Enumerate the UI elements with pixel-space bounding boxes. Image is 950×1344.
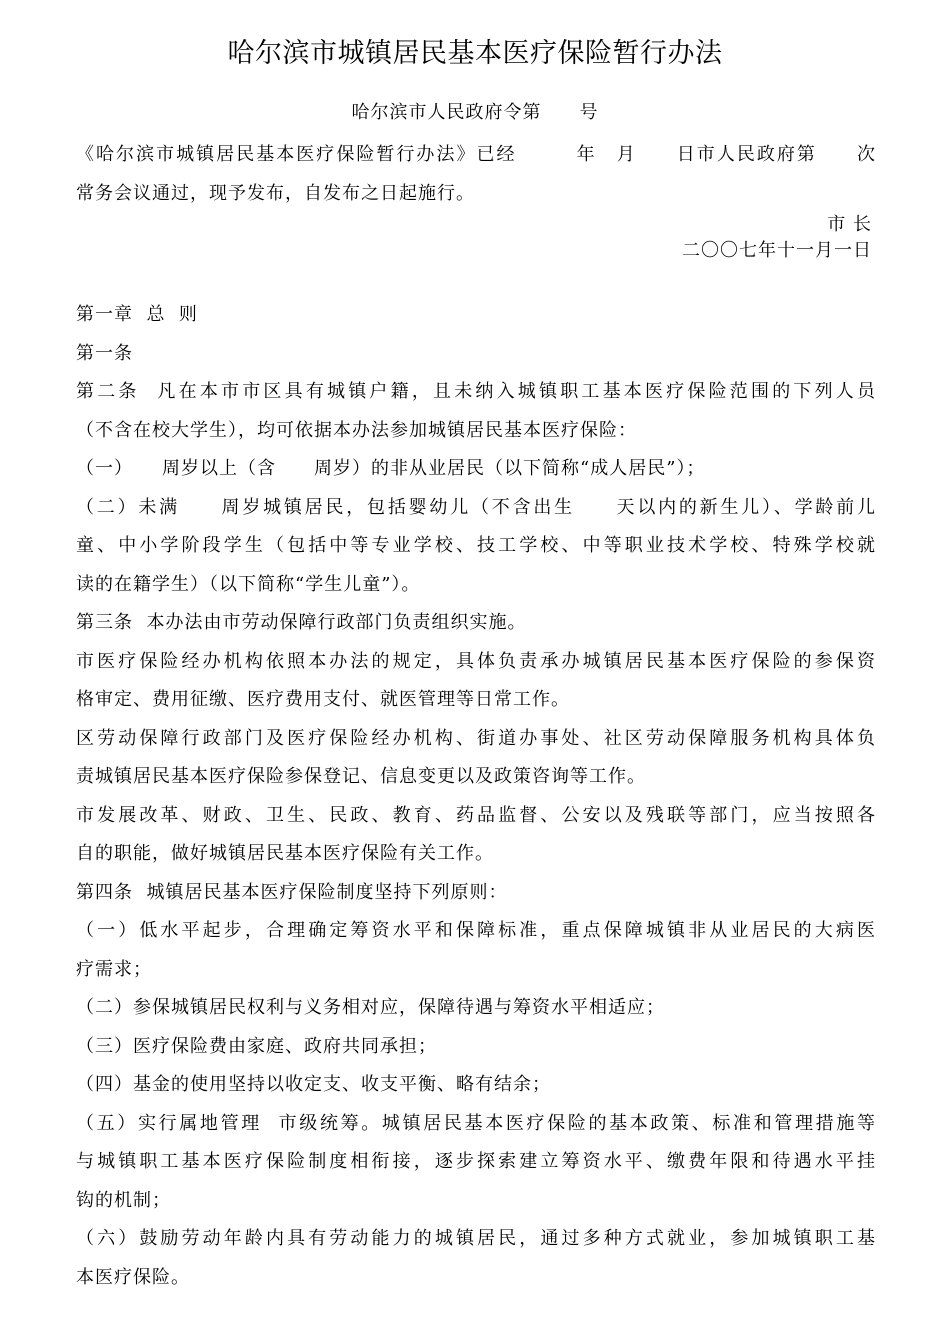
preamble-line: 《哈尔滨市城镇居民基本医疗保险暂行办法》已经 年 月 日市人民政府第 次 [76, 144, 876, 165]
signature-date: 二〇〇七年十一月一日 [682, 240, 872, 261]
signature-block [472, 212, 872, 264]
chapter-heading: 第一章 总 则 [76, 304, 198, 325]
body-line: 读的在籍学生）（以下简称“学生儿童”）。 [76, 573, 421, 595]
body-line: 与城镇职工基本医疗保险制度相衔接，逐步探索建立筹资水平、缴费年限和待遇水平挂 [76, 1151, 876, 1172]
body-line: 格审定、费用征缴、医疗费用支付、就医管理等日常工作。 [76, 689, 570, 710]
decree-number: 哈尔滨市人民政府令第 号 [351, 102, 599, 123]
preamble-line: 常务会议通过，现予发布，自发布之日起施行。 [76, 183, 475, 204]
body-line: 责城镇居民基本医疗保险参保登记、信息变更以及政策咨询等工作。 [76, 766, 646, 787]
body-line: 疗需求； [76, 958, 152, 980]
body-line: 区劳动保障行政部门及医疗保险经办机构、街道办事处、社区劳动保障服务机构具体负 [76, 727, 876, 749]
body-line: （三）医疗保险费由家庭、政府共同承担； [76, 1035, 437, 1057]
body-line: （二）未满 周岁城镇居民，包括婴幼儿（不含出生 天以内的新生儿）、学龄前儿 [76, 496, 876, 518]
body-line: 市发展改革、财政、卫生、民政、教育、药品监督、公安以及残联等部门，应当按照各 [76, 804, 876, 826]
body-line: （六）鼓励劳动年龄内具有劳动能力的城镇居民，通过多种方式就业，参加城镇职工基 [76, 1228, 876, 1249]
body-line: 第二条 凡在本市市区具有城镇户籍，且未纳入城镇职工基本医疗保险范围的下列人员 [76, 381, 876, 402]
body-line: 第四条 城镇居民基本医疗保险制度坚持下列原则： [76, 881, 508, 903]
body-line: （五）实行属地管理 市级统筹。城镇居民基本医疗保险的基本政策、标准和管理措施等 [76, 1112, 876, 1134]
document-title: 哈尔滨市城镇居民基本医疗保险暂行办法 [227, 38, 723, 69]
body-line: 钩的机制； [76, 1189, 171, 1211]
body-line: （四）基金的使用坚持以收定支、收支平衡、略有结余； [76, 1074, 551, 1095]
document-body [76, 296, 876, 1297]
body-line: 市医疗保险经办机构依照本办法的规定，具体负责承办城镇居民基本医疗保险的参保资 [76, 650, 876, 672]
article-heading: 第一条 [76, 342, 133, 364]
preamble [76, 135, 876, 213]
body-line: （一）低水平起步，合理确定筹资水平和保障标准，重点保障城镇非从业居民的大病医 [76, 920, 876, 941]
body-line: （一） 周岁以上（含 周岁）的非从业居民（以下简称“成人居民”）； [76, 458, 706, 479]
body-line: （不含在校大学生），均可依据本办法参加城镇居民基本医疗保险： [76, 419, 637, 441]
body-line: 本医疗保险。 [76, 1266, 190, 1288]
signer-title: 市 长 [827, 214, 872, 235]
body-line: 童、中小学阶段学生（包括中等专业学校、技工学校、中等职业技术学校、特殊学校就 [76, 535, 876, 556]
body-line: 自的职能，做好城镇居民基本医疗保险有关工作。 [76, 843, 494, 864]
body-line: 第三条 本办法由市劳动保障行政部门负责组织实施。 [76, 612, 527, 633]
body-line: （二）参保城镇居民权利与义务相对应，保障待遇与筹资水平相适应； [76, 997, 665, 1018]
